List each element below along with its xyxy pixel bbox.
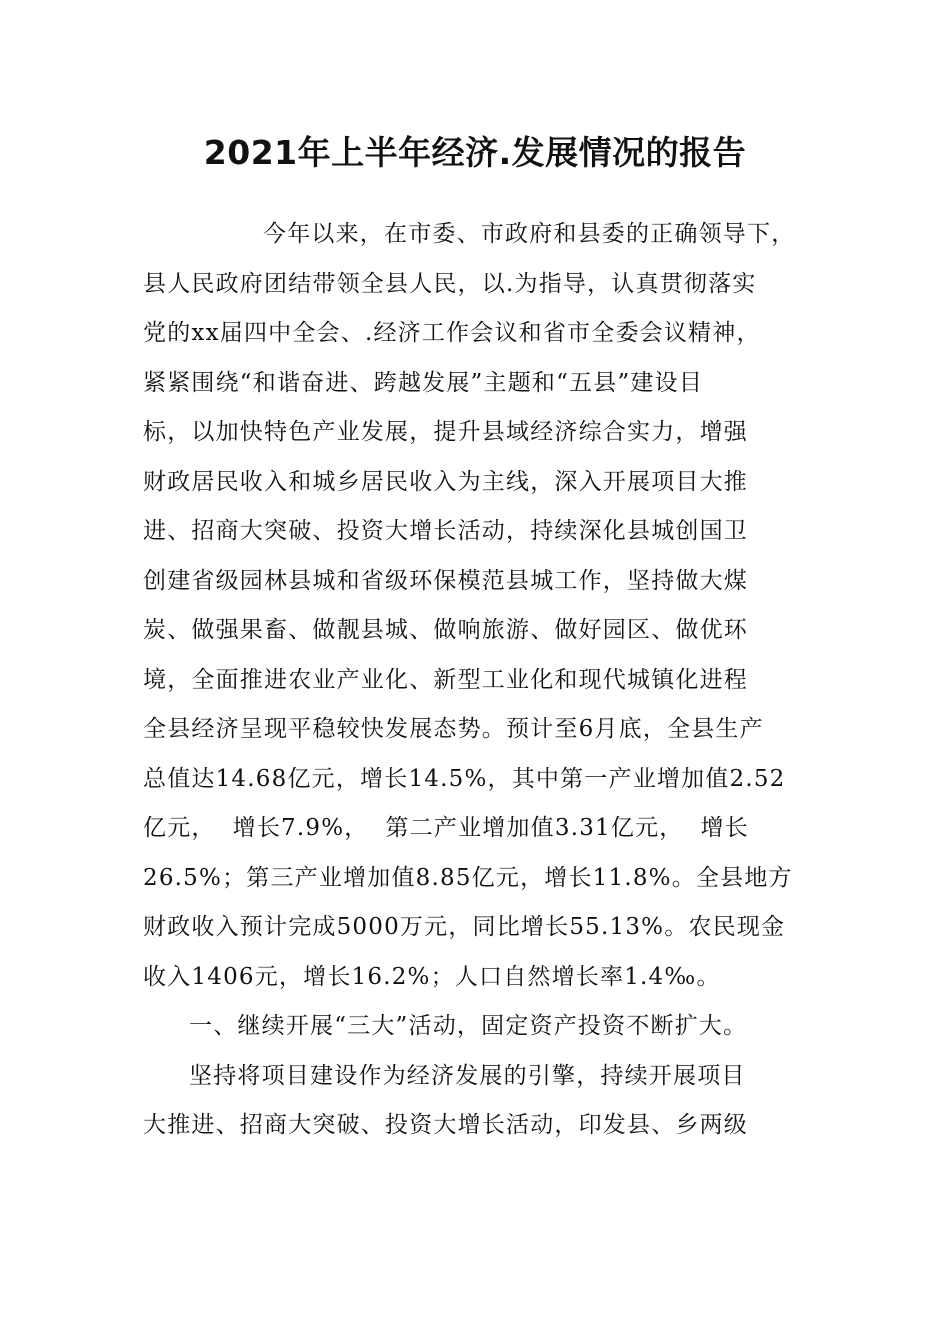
paragraph-line: 进、招商大突破、投资大增长活动，持续深化县城创国卫: [143, 518, 748, 544]
paragraph-line: 全县经济呈现平稳较快发展态势。预计至6月底，全县生产: [143, 716, 764, 742]
paragraph-line: 党的xx届四中全会、.经济工作会议和省市全委会议精神，: [143, 320, 761, 346]
paragraph-line: 标，以加快特色产业发展，提升县域经济综合实力，增强: [143, 419, 748, 445]
paragraph-line: 紧紧围绕“和谐奋进、跨越发展”主题和“五县”建设目: [143, 369, 704, 396]
paragraph-line: 财政收入预计完成5000万元，同比增长55.13%。农民现金: [143, 914, 786, 940]
paragraph-line: 县人民政府团结带领全县人民，以.为指导，认真贯彻落实: [143, 270, 757, 297]
section-heading: 一、继续开展“三大”活动，固定资产投资不断扩大。: [189, 1013, 748, 1039]
paragraph-line: 亿元， 增长7.9%， 第二产业增加值3.31亿元， 增长: [143, 815, 749, 841]
paragraph-line: 26.5%；第三产业增加值8.85亿元，增长11.8%。全县地方: [143, 864, 793, 891]
document-title: 2021年上半年经济.发展情况的报告: [203, 133, 747, 172]
paragraph-line: 今年以来，在市委、市政府和县委的正确领导下，: [263, 221, 796, 247]
paragraph-line: 总值达14.68亿元，增长14.5%，其中第一产业增加值2.52: [143, 765, 786, 792]
paragraph-line: 大推进、招商大突破、投资大增长活动，印发县、乡两级: [143, 1112, 748, 1138]
paragraph-line: 坚持将项目建设作为经济发展的引擎，持续开展项目: [189, 1062, 746, 1089]
paragraph-line: 炭、做强果畜、做靓县城、做响旅游、做好园区、做优环: [143, 617, 748, 643]
paragraph-line: 境，全面推进农业产业化、新型工业化和现代城镇化进程: [143, 666, 748, 693]
paragraph-line: 收入1406元，增长16.2%；人口自然增长率1.4‰。: [143, 963, 721, 990]
document-body: [143, 210, 808, 1151]
paragraph-line: 财政居民收入和城乡居民收入为主线，深入开展项目大推: [143, 468, 748, 495]
paragraph-line: 创建省级园林县城和省级环保模范县城工作，坚持做大煤: [143, 567, 748, 594]
